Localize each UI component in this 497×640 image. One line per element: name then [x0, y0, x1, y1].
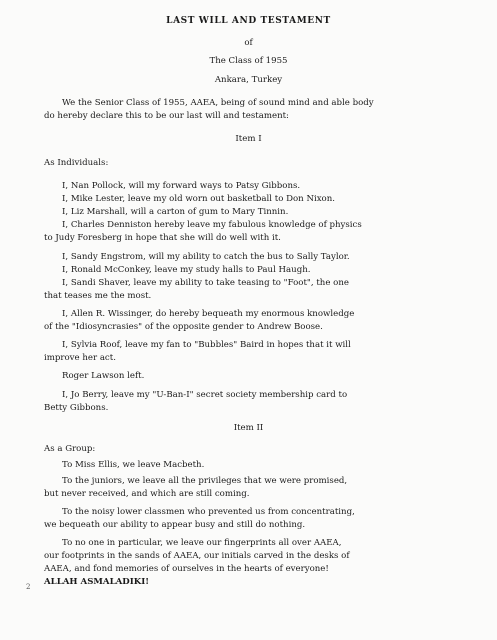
item1-line: Betty Gibbons. — [44, 403, 109, 413]
item1-line: I, Ronald McConkey, leave my study halls to Paul Haugh. — [62, 265, 311, 275]
place-line: Ankara, Turkey — [214, 75, 283, 85]
item2-subheading: As a Group: — [44, 444, 96, 454]
item1-line: I, Nan Pollock, will my forward ways to Patsy Gibbons. — [62, 181, 301, 191]
item2-line: but never received, and which are still coming. — [44, 489, 250, 499]
item2-heading: Item II — [233, 423, 264, 433]
item1-line: I, Jo Berry, leave my "U-Ban-I" secret society membership card to — [62, 390, 348, 400]
item2-line: AAEA, and fond memories of ourselves in the hearts of everyone! — [44, 564, 329, 574]
item1-heading: Item I — [235, 134, 262, 144]
item1-line: I, Charles Denniston hereby leave my fabulous knowledge of physics — [62, 220, 362, 230]
class-line: The Class of 1955 — [209, 56, 288, 66]
item2-line: our footprints in the sands of AAEA, our initials carved in the desks of — [44, 551, 350, 561]
closing-line: ALLAH ASMALADIKI! — [44, 577, 150, 587]
intro-line-1: We the Senior Class of 1955, AAEA, being of sound mind and able body — [62, 98, 374, 108]
item2-line: To the noisy lower classmen who prevented us from concentrating, — [62, 507, 355, 517]
document-title: LAST WILL AND TESTAMENT — [166, 16, 331, 26]
item1-line: Roger Lawson left. — [62, 371, 145, 381]
item2-line: we bequeath our ability to appear busy and still do nothing. — [44, 520, 306, 530]
margin-mark: 2 — [26, 583, 31, 591]
item1-line: I, Sandi Shaver, leave my ability to take teasing to "Foot", the one — [62, 278, 349, 288]
item1-line: I, Allen R. Wissinger, do hereby bequeath my enormous knowledge — [62, 309, 355, 319]
item1-line: I, Liz Marshall, will a carton of gum to Mary Tinnin. — [62, 207, 289, 217]
title-of: of — [244, 38, 253, 48]
item2-line: To no one in particular, we leave our fingerprints all over AAEA, — [62, 538, 342, 548]
item2-line: To the juniors, we leave all the privileges that we were promised, — [62, 476, 348, 486]
item2-line: To Miss Ellis, we leave Macbeth. — [62, 460, 205, 470]
item1-subheading: As Individuals: — [44, 158, 109, 168]
intro-line-2: do hereby declare this to be our last will and testament: — [44, 111, 289, 121]
item1-line: I, Mike Lester, leave my old worn out basketball to Don Nixon. — [62, 194, 335, 204]
item1-line: to Judy Foresberg in hope that she will do well with it. — [44, 233, 281, 243]
item1-line: improve her act. — [44, 353, 116, 363]
item1-line: of the "Idiosyncrasies" of the opposite gender to Andrew Boose. — [44, 322, 323, 332]
item1-line: I, Sylvia Roof, leave my fan to "Bubbles" Baird in hopes that it will — [62, 340, 351, 350]
item1-line: that teases me the most. — [44, 291, 152, 301]
item1-line: I, Sandy Engstrom, will my ability to catch the bus to Sally Taylor. — [62, 252, 350, 262]
